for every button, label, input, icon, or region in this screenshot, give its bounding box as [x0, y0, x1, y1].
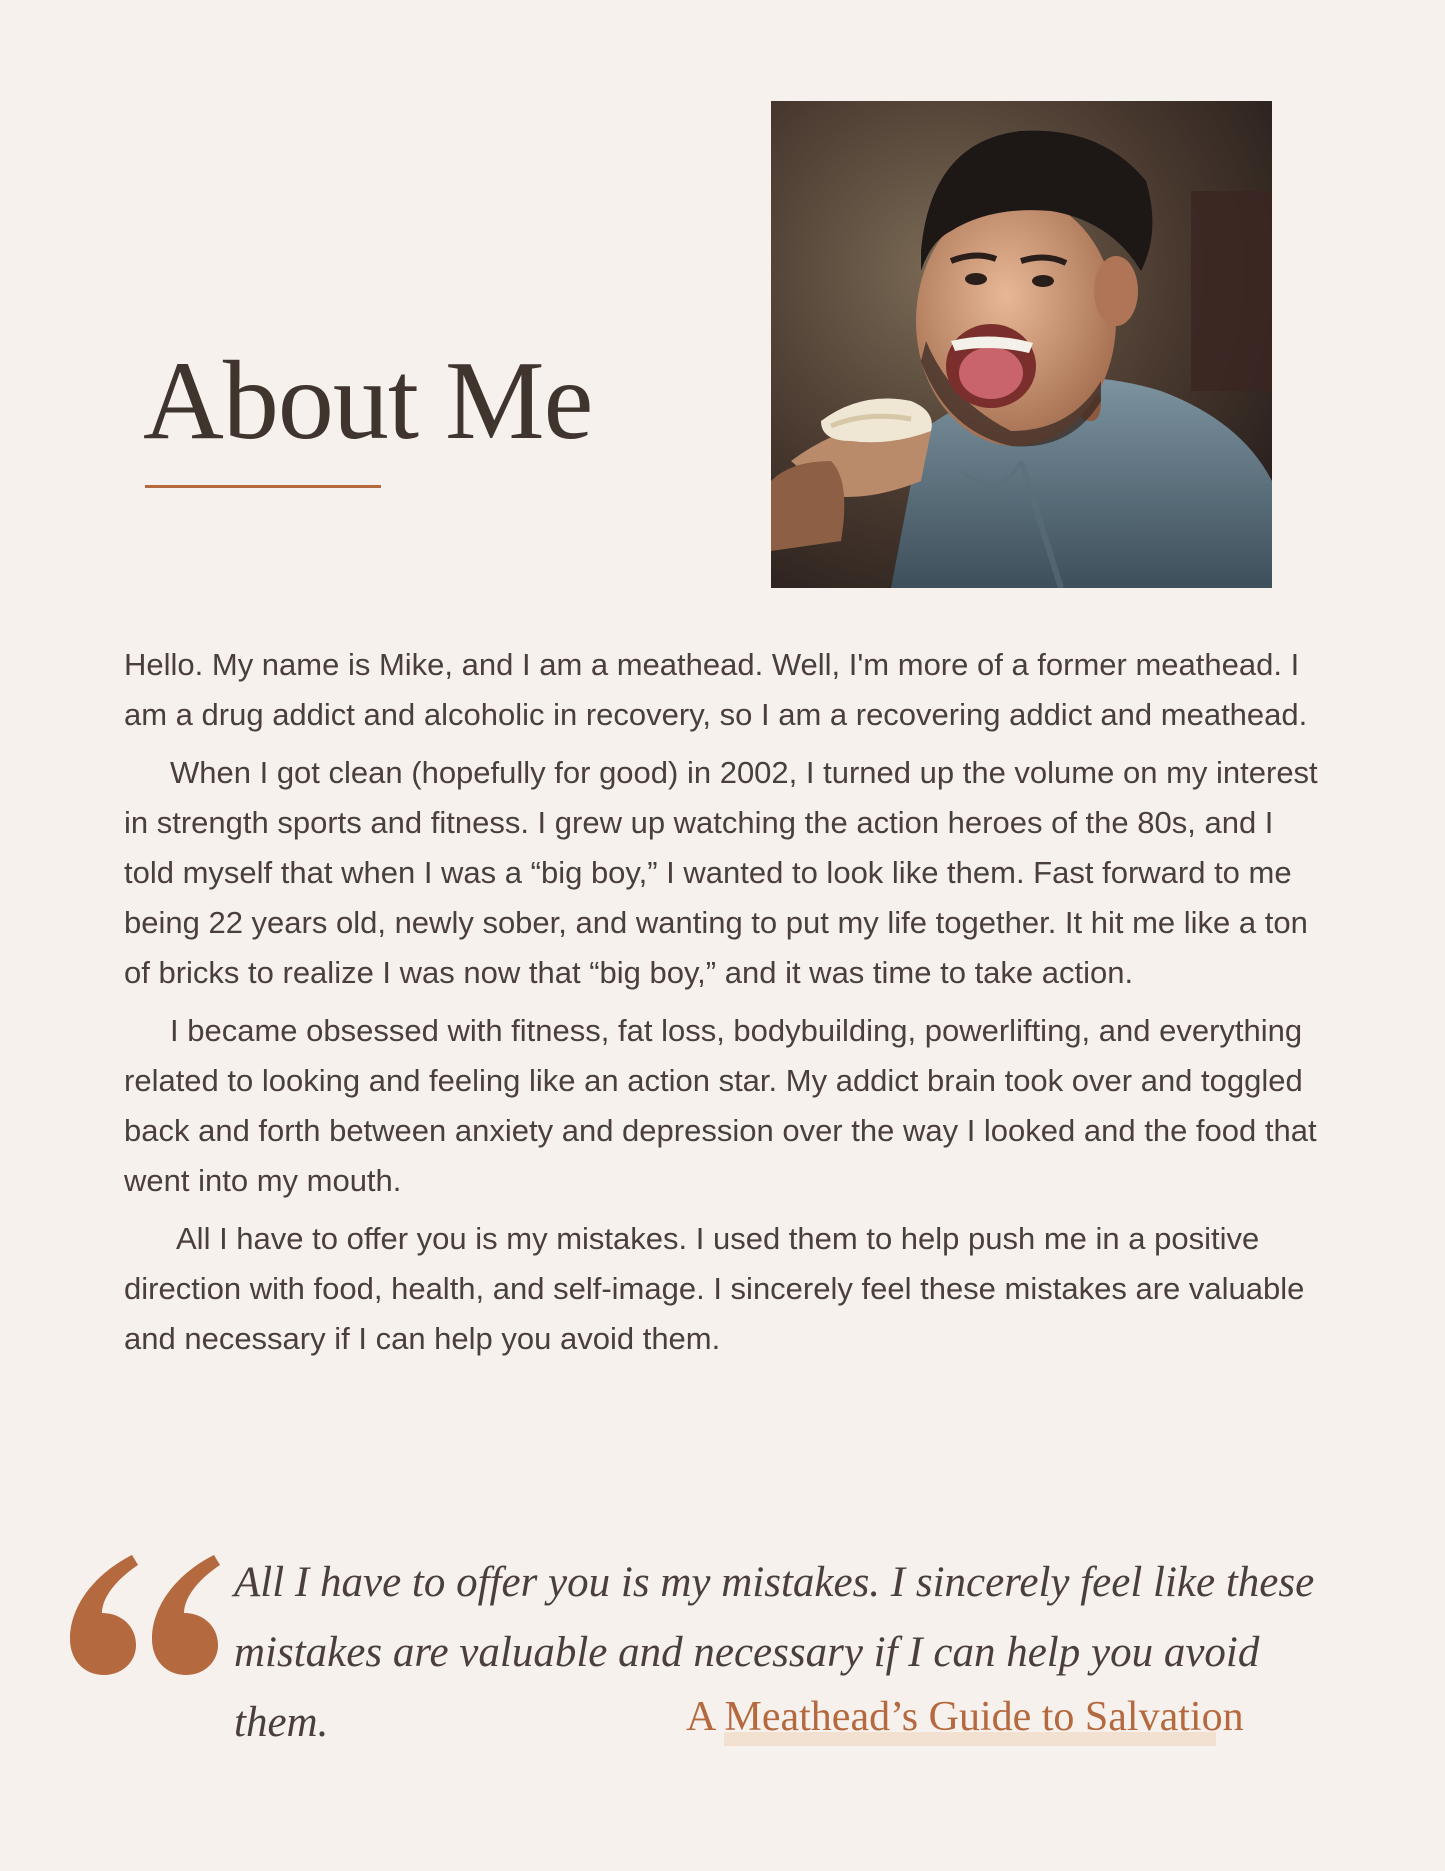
- page-title: About Me: [143, 339, 593, 463]
- quote-mark-icon: [70, 1555, 220, 1675]
- paragraph-obsessed: I became obsessed with fitness, fat loss, bodybuilding, powerlifting, and everything related to looking and feeling like an action star. My addict brain took over and toggled back and forth between anxiety and depression over the way I looked and the food that went into my mouth.: [124, 1013, 1317, 1198]
- paragraph-intro: Hello. My name is Mike, and I am a meathead. Well, I'm more of a former meathead. I am a drug addict and alcoholic in recovery, so I am a recovering addict and meathead.: [124, 647, 1308, 732]
- title-underline: [145, 485, 381, 488]
- paragraph-clean: When I got clean (hopefully for good) in 2002, I turned up the volume on my interest in strength sports and fitness. I grew up watching the action heroes of the 80s, and I told myself that when I was a “big boy,” I wanted to look like them. Fast forward to me being 22 years old, newly sober, and wanting to put my life together. It hit me like a ton of bricks to realize I was now that “big boy,” and it was time to take action.: [124, 755, 1318, 990]
- quote-source: A Meathead’s Guide to Salvation: [686, 1694, 1244, 1740]
- about-body: [124, 640, 1324, 1364]
- pull-quote: All I have to offer you is my mistakes. I sincerely feel like these mistakes are valuable and necessary if I can help you avoid them.: [234, 1559, 1315, 1746]
- profile-photo: [771, 101, 1272, 588]
- paragraph-mistakes: All I have to offer you is my mistakes. I used them to help push me in a positive direction with food, health, and self-image. I sincerely feel these mistakes are valuable and necessary if I can help you avoid them.: [124, 1221, 1305, 1356]
